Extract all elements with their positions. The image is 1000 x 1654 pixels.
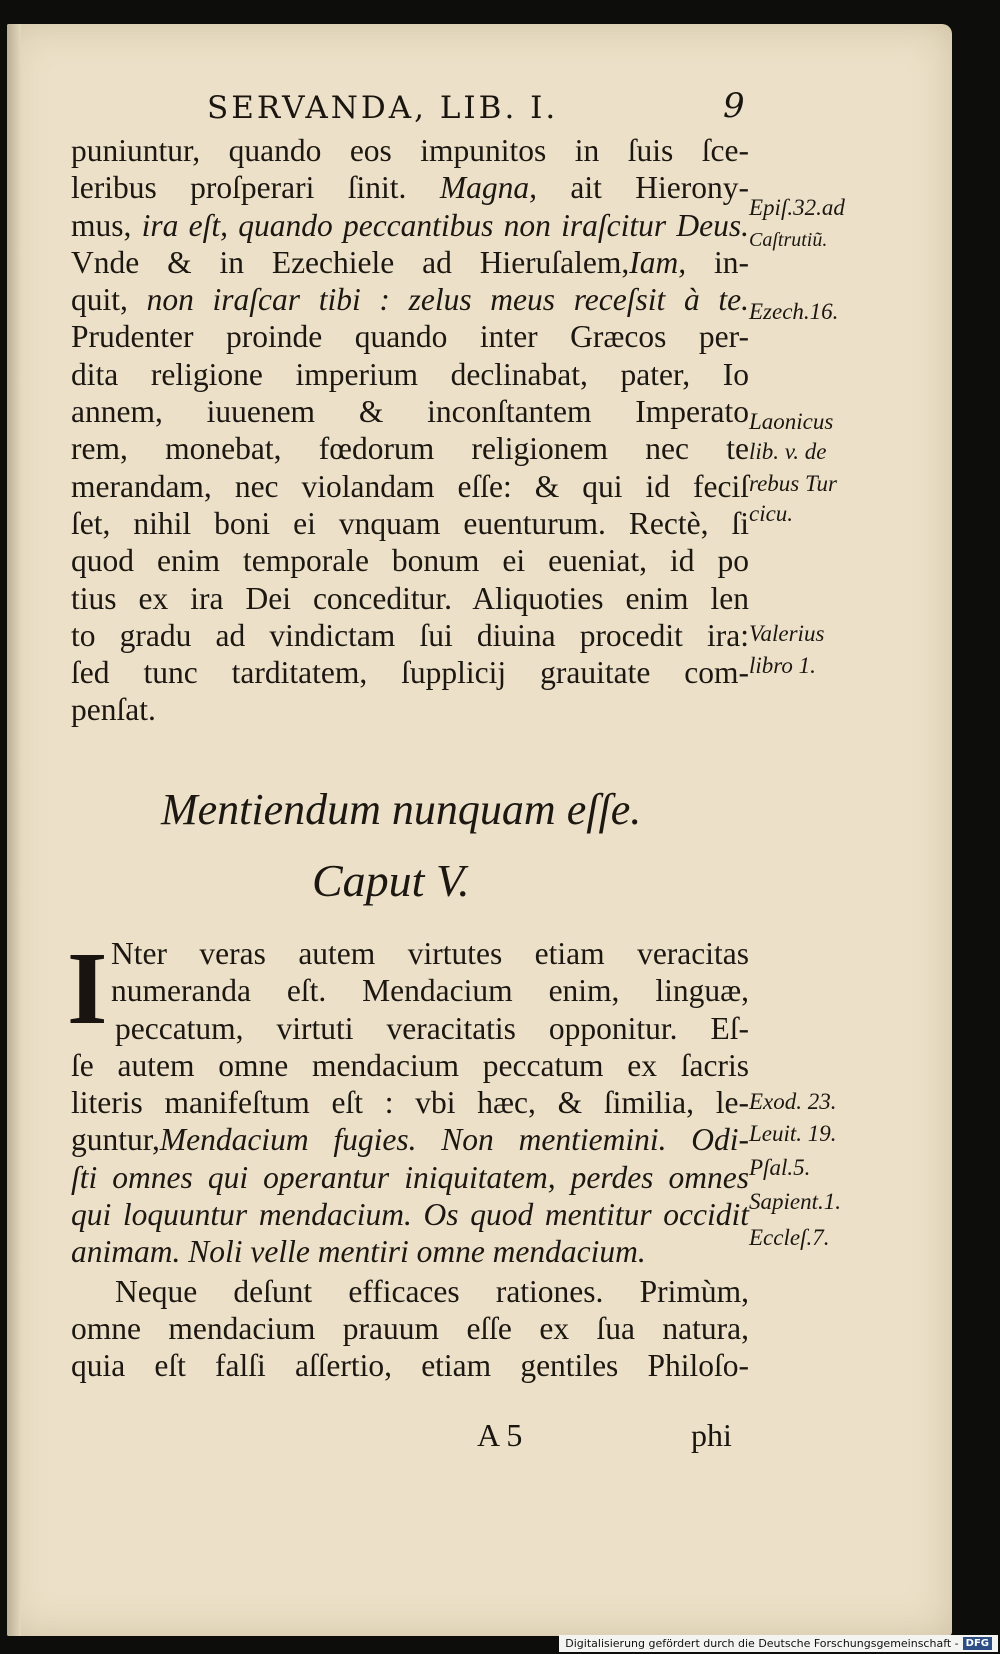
text-line: numeranda eſt. Mendacium enim, linguæ, bbox=[111, 973, 749, 1009]
book-page bbox=[7, 24, 952, 1636]
margin-note: Leuit. 19. bbox=[749, 1121, 837, 1146]
margin-note: Epiſ.32.ad bbox=[749, 195, 845, 220]
text-line: Prudenter proinde quando inter Græcos per- bbox=[71, 319, 749, 355]
signature-mark: A 5 bbox=[477, 1417, 523, 1453]
margin-note: lib. v. de bbox=[749, 439, 827, 464]
text-line: quia eſt falſi aſſertio, etiam gentiles Philoſo- bbox=[71, 1348, 749, 1384]
text-line: quod enim temporale bonum ei eueniat, id po bbox=[71, 543, 749, 579]
text-line bbox=[71, 281, 749, 318]
body-text-top bbox=[71, 132, 749, 729]
text-line: penſat. bbox=[71, 692, 156, 728]
body-text-bottom bbox=[71, 935, 749, 1385]
text-span: Magna, bbox=[439, 170, 537, 206]
text-line: puniuntur, quando eos impunitos in ſuis ſce- bbox=[71, 133, 749, 168]
margin-note: libro 1. bbox=[749, 653, 816, 678]
margin-note: rebus Tur bbox=[749, 471, 837, 496]
drop-cap: I bbox=[67, 931, 108, 1046]
chapter-number: Caput V. bbox=[312, 855, 470, 906]
text-span: Vnde & in Ezechiele ad Hieruſalem, bbox=[71, 244, 630, 280]
text-line: Neque deſunt efficaces rationes. Primùm, bbox=[115, 1273, 749, 1309]
text-line bbox=[71, 207, 749, 244]
text-line: annem, iuuenem & inconſtantem Imperato bbox=[71, 394, 749, 430]
text-line: ſet, nihil boni ei vnquam euenturum. Rectè, ſi bbox=[71, 505, 749, 541]
text-span: Mendacium fugies. Non mentiemini. Odi- bbox=[159, 1122, 749, 1158]
text-span: mus, bbox=[71, 207, 132, 243]
credit-text: Digitalisierung gefördert durch die Deutsche Forschungsgemeinschaft - bbox=[565, 1637, 959, 1650]
text-line: ſti omnes qui operantur iniquitatem, perdes omnes bbox=[71, 1159, 749, 1195]
margin-note: Exod. 23. bbox=[749, 1089, 837, 1114]
text-line bbox=[71, 1121, 749, 1158]
page-gutter bbox=[7, 24, 21, 1636]
text-span: leribus proſperari ſinit. bbox=[71, 170, 407, 206]
text-span: in- bbox=[686, 244, 749, 280]
margin-note: Eccleſ.7. bbox=[749, 1225, 830, 1250]
text-line: animam. Noli velle mentiri omne mendacium. bbox=[71, 1234, 646, 1270]
text-line: tius ex ira Dei conceditur. Aliquoties enim len bbox=[71, 580, 749, 616]
text-line: literis manifeſtum eſt : vbi hæc, & ſimilia, le- bbox=[71, 1085, 749, 1121]
text-line: peccatum, virtuti veracitatis opponitur. Eſ- bbox=[115, 1010, 749, 1046]
text-line: rem, monebat, fœdorum religionem nec te bbox=[71, 431, 749, 467]
digitization-credit bbox=[559, 1635, 998, 1652]
catchword: phi bbox=[691, 1417, 732, 1453]
text-line: Nter veras autem virtutes etiam veracitas bbox=[111, 936, 749, 971]
text-line: to gradu ad vindictam ſui diuina procedit ira: bbox=[71, 617, 749, 653]
text-line: omne mendacium prauum eſſe ex ſua natura, bbox=[71, 1310, 749, 1346]
text-span: Iam, bbox=[629, 244, 687, 280]
running-title: SERVANDA, LIB. I. bbox=[207, 90, 559, 126]
text-line: merandam, nec violandam eſſe: & qui id feciſ bbox=[71, 468, 749, 504]
text-span: non iraſcar tibi : zelus meus receſsit à te. bbox=[127, 282, 749, 318]
margin-note: cicu. bbox=[749, 501, 794, 526]
margin-note: Pſal.5. bbox=[749, 1155, 811, 1180]
text-span: ira eſt, quando peccantibus non iraſcitur Deus. bbox=[131, 207, 749, 243]
margin-note: Sapient.1. bbox=[749, 1189, 841, 1214]
text-line: ſed tunc tarditatem, ſupplicij grauitate com- bbox=[71, 655, 749, 691]
text-span: guntur, bbox=[71, 1122, 160, 1158]
margin-note: Caſtrutiũ. bbox=[749, 229, 828, 251]
margin-note: Valerius bbox=[749, 621, 825, 646]
text-line bbox=[71, 244, 749, 281]
page-number: 9 bbox=[723, 86, 745, 126]
text-span: ait Hierony- bbox=[536, 170, 749, 206]
margin-note: Ezech.16. bbox=[749, 299, 839, 324]
text-span: quit, bbox=[71, 282, 128, 318]
text-line: ſe autem omne mendacium peccatum ex ſacris bbox=[71, 1047, 749, 1083]
text-line: qui loquuntur mendacium. Os quod mentitur occidit bbox=[71, 1197, 749, 1233]
chapter-title: Mentiendum nunquam eſſe. bbox=[161, 785, 642, 834]
dfg-logo-icon: DFG bbox=[963, 1637, 992, 1650]
text-line bbox=[71, 169, 749, 206]
text-line: dita religione imperium declinabat, pater, Io bbox=[71, 356, 749, 392]
margin-note: Laonicus bbox=[749, 409, 834, 434]
